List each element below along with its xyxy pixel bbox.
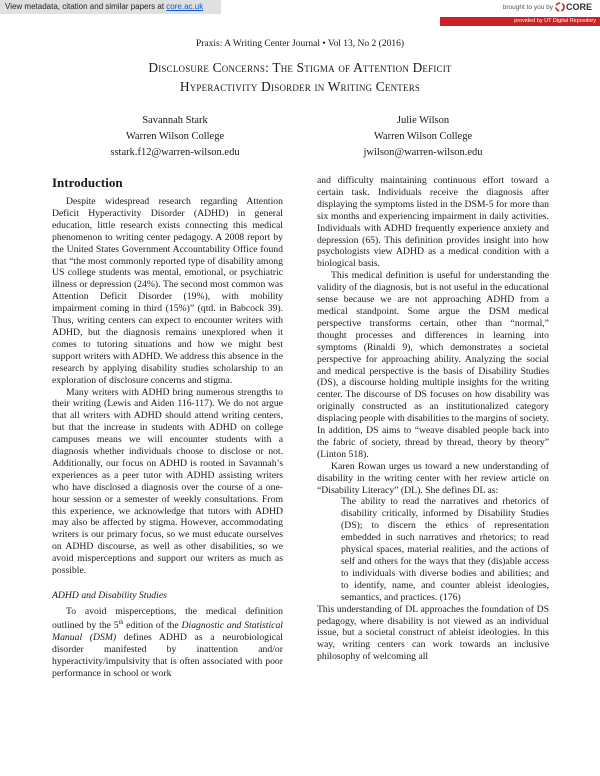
journal-header: Praxis: A Writing Center Journal • Vol 13, No 2 (2016) <box>196 39 404 49</box>
continued-paragraph: and difficulty maintaining continuous effort toward a certain task. Individuals receive the diagnosis after displaying the symptoms listed in the DSM-5 for more than six months and experiencing impairment in daily activities. Individuals with ADHD frequently experience anxiety and depression (65). This definition provides insight into how psychologists view ADHD as a medical condition with a biological basis. <box>317 175 549 270</box>
author-1-email: sstark.f12@warren-wilson.edu <box>110 147 240 158</box>
left-column <box>52 175 283 680</box>
paper-title-line-1: Disclosure Concerns: The Stigma of Attention Deficit <box>148 60 452 75</box>
core-logo[interactable]: CORE <box>555 2 592 12</box>
provided-by-repository[interactable]: provided by UT Digital Repository <box>440 17 600 26</box>
author-1-name: Savannah Stark <box>142 115 208 126</box>
author-2-email: jwilson@warren-wilson.edu <box>363 147 483 158</box>
core-ac-uk-link[interactable]: core.ac.uk <box>166 2 204 11</box>
core-banner <box>0 0 600 30</box>
author-2-name: Julie Wilson <box>396 115 450 126</box>
medical-definition-paragraph: This medical definition is useful for understanding the validity of the diagnosis, but is not useful in the educational sense because we are not approaching ADHD from a medical standpoint. Some argue the DSM medical perspective transforms certain, other than “normal,” thought processes and differences in learning into symptoms (Rinaldi 9), which demonstrates a societal perspective for approaching ability. Analyzing the social and medical perspective is the basis of Disability Studies (DS), a discourse holding multiple insights for the writing center. The discourse of DS focuses on how disability was originally constructed as an institutionalized category displacing people with disabilities to the margins of society. In addition, DS aims to “weave disabled people back into the fabric of society, thread by thread, theory by theory” (Linton 518). <box>317 270 549 460</box>
dsm-paragraph: To avoid misperceptions, the medical definition outlined by the 5th edition of the Diagnostic and Statistical Manual (DSM) defines ADHD as a neurobiological disorder manifested by inattention and/or hyperactivity/impulsivity that is often associated with poor performance in school or work <box>52 605 284 679</box>
author-2-affiliation: Warren Wilson College <box>373 131 473 142</box>
introduction-heading: Introduction <box>52 175 123 190</box>
rowan-paragraph: Karen Rowan urges us toward a new understanding of disability in the writing center with her review article on “Disability Literacy” (DL). She defines DL as: <box>317 460 549 496</box>
right-column <box>317 175 549 663</box>
section-subheading: ADHD and Disability Studies <box>52 590 167 601</box>
brought-to-you-by[interactable]: brought to you by CORE <box>502 2 592 12</box>
ds-pedagogy-paragraph: This understanding of DL approaches the foundation of DS pedagogy, where disability is not viewed as an individual issue, but a societal construct of ableist ideologies. In this way, writing centers can work towards an inclusive philosophy of welcoming all <box>317 603 549 663</box>
metadata-link-bar[interactable]: View metadata, citation and similar papers at core.ac.uk <box>0 0 221 14</box>
paper-title-line-2: Hyperactivity Disorder in Writing Centers <box>179 79 421 94</box>
core-logo-icon <box>555 2 565 12</box>
intro-paragraph-1: Despite widespread research regarding Attention Deficit Hyperactivity Disorder (ADHD) in general education, little research exists connecting this medical phenomenon to writing center pedagogy. A 2008 report by the United States Government Accountability Office found that “the most commonly reported type of disability among US college students was mental, emotional, or psychiatric illness or depression (24%). The second most common was Attention Deficit Disorder (19%), with mobility impairment coming in third (15%)” (qtd. in Babcock 39). Thus, writing centers can expect to encounter writers with ADHD, but the diagnosis remains unexplored when it comes to tutoring situations and how we might best support writers with ADHD. We address this absence in the research by applying disability studies scholarship to an exploration of disclosure concerns and stigma. <box>52 196 283 386</box>
disability-literacy-quote: The ability to read the narratives and rhetorics of disability critically, informed by Disability Studies (DS); to discern the ethics of representation embedded in such narratives and rhetorics; to read physical spaces, material realities, and the actions of self and others for the ways that they (dis)able access to individuals with diverse bodies and abilities; and to identify, name, and counter ableist ideologies, semantics, and practices. (176) <box>341 496 549 603</box>
author-1-affiliation: Warren Wilson College <box>125 131 225 142</box>
intro-paragraph-2: Many writers with ADHD bring numerous strengths to their writing (Lewis and Aiden 116-117). We do not argue that all writers with ADHD should attend writing centers, but that the increase in students with ADHD on college campuses means we will encounter students with a diagnosis whether individuals choose to disclose or not. Additionally, our focus on ADHD is rooted in Savannah’s experiences as a peer tutor with ADHD assisting writers who have disclosed a diagnosis over the course of a one-hour session or a semester of weekly consultations. From this experience, we acknowledge that tutors with ADHD may also be affected by stigma. However, accommodating writers is our primary focus, so we must educate ourselves on ADHD discourse, as well as other disabilities, so we avoid misperceptions and support our writers as much as possible. <box>52 386 283 577</box>
